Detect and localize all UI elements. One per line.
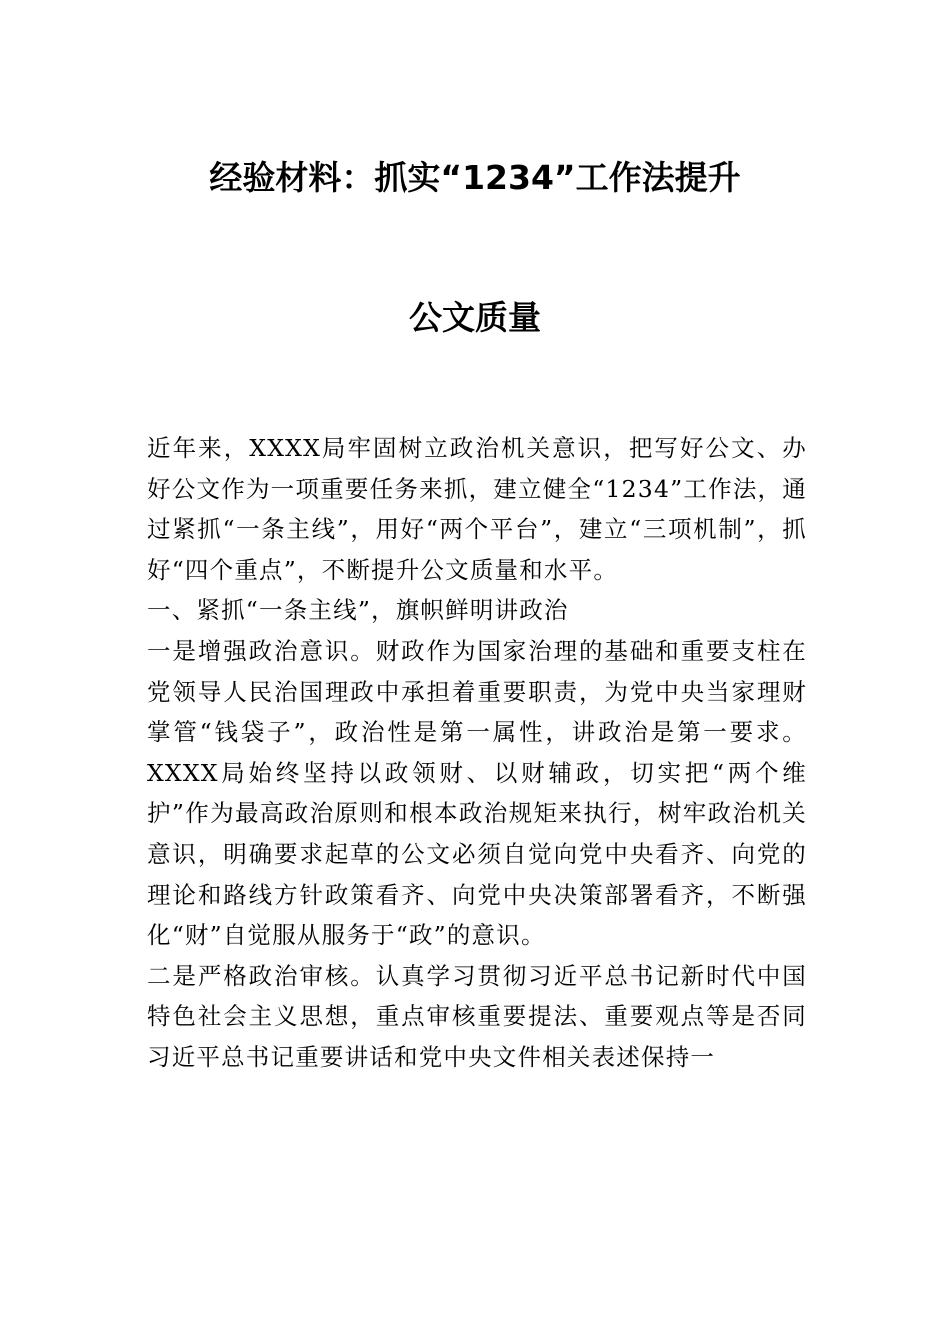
body-paragraph: 一是增强政治意识。财政作为国家治理的基础和重要支柱在党领导人民治国理政中承担着重要职责，为党中央当家理财掌管“钱袋子”，政治性是第一属性，讲政治是第一要求。XXXX局始终坚持以政领财、以财辅政，切实把“两个维护”作为最高政治原则和根本政治规矩来执行，树牢政治机关意识，明确要求起草的公文必须自觉向党中央看齐、向党的理论和路线方针政策看齐、向党中央决策部署看齐，不断强化“财”自觉服从服务于“政”的意识。 [147,636,807,950]
document-body [147,428,807,1078]
intro-paragraph: 近年来，XXXX局牢固树立政治机关意识，把写好公文、办好公文作为一项重要任务来抓，建立健全“1234”工作法，通过紧抓“一条主线”，用好“两个平台”，建立“三项机制”，抓好“四个重点”，不断提升公文质量和水平。 [147,434,807,584]
section-heading-1: 一、紧抓“一条主线”，旗帜鲜明讲政治 [147,596,569,625]
body-paragraph: 二是严格政治审核。认真学习贯彻习近平总书记新时代中国特色社会主义思想，重点审核重要提法、重要观点等是否同习近平总书记重要讲话和党中央文件相关表述保持一 [147,961,807,1071]
document-title-line-2: 公文质量 [409,298,541,337]
document-title-line-1: 经验材料：抓实“1234”工作法提升 [209,158,741,197]
